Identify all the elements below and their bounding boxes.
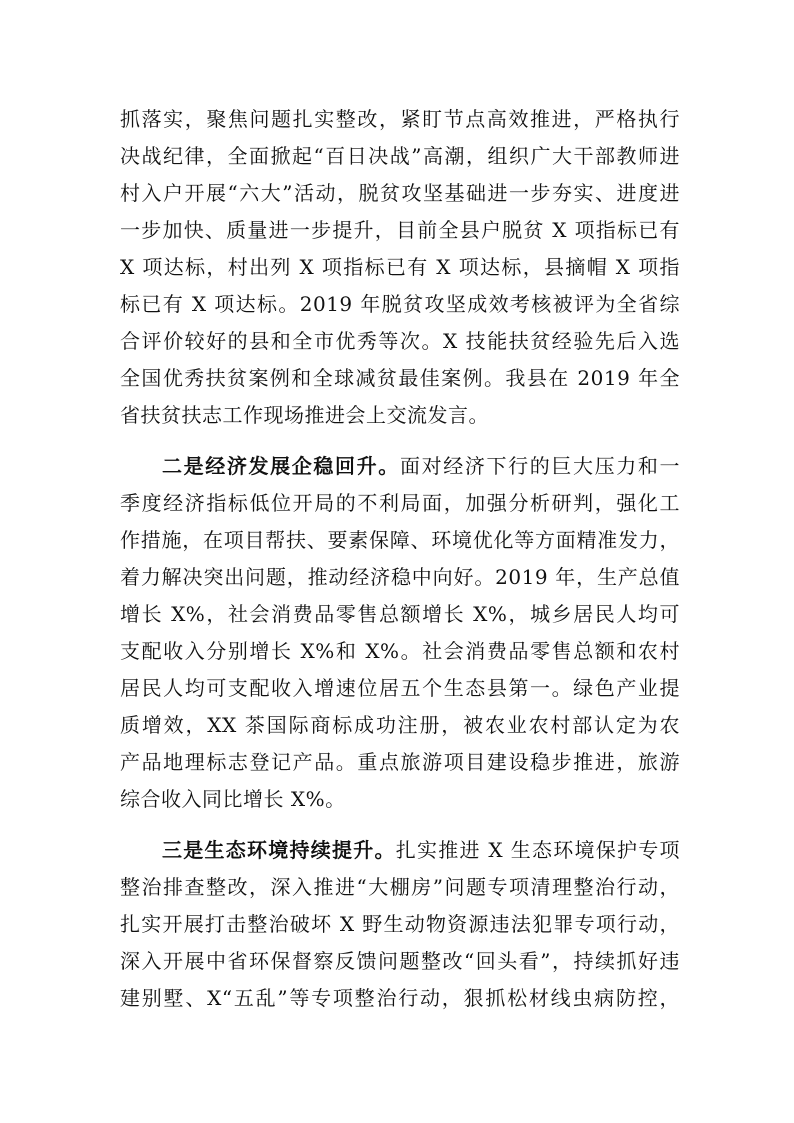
- paragraph-first-line-text: 扎实推进 X 生态环境保护专项: [395, 838, 681, 862]
- text-line: 综合收入同比增长 X%。: [120, 787, 346, 811]
- text-line: 合评价较好的县和全市优秀等次。X 技能扶贫经验先后入选: [120, 329, 680, 353]
- text-line: 居民人均可支配收入增速位居五个生态县第一。绿色产业提: [120, 676, 680, 700]
- text-line: 作措施，在项目帮扶、要素保障、环境优化等方面精准发力，: [120, 528, 680, 552]
- text-line: 省扶贫扶志工作现场推进会上交流发言。: [120, 403, 489, 427]
- text-line: 决战纪律，全面掀起“百日决战”高潮，组织广大干部教师进: [120, 144, 680, 168]
- text-line: 整治排查整改，深入推进“大棚房”问题专项清理整治行动，: [120, 875, 680, 899]
- text-line: 全国优秀扶贫案例和全球减贫最佳案例。我县在 2019 年全: [120, 366, 680, 390]
- text-line: 抓落实，聚焦问题扎实整改，紧盯节点高效推进，严格执行: [120, 107, 680, 131]
- text-line: 建别墅、X“五乱”等专项整治行动，狠抓松材线虫病防控，: [120, 986, 680, 1010]
- text-line: 村入户开展“六大”活动，脱贫攻坚基础进一步夯实、进度进: [120, 181, 680, 205]
- text-line: 季度经济指标低位开局的不利局面，加强分析研判，强化工: [120, 491, 680, 515]
- paragraph-first-line: [162, 448, 680, 484]
- text-line: X 项达标，村出列 X 项指标已有 X 项达标，县摘帽 X 项指: [120, 255, 680, 279]
- text-line: 一步加快、质量进一步提升，目前全县户脱贫 X 项指标已有: [120, 218, 680, 242]
- text-line: 产品地理标志登记产品。重点旅游项目建设稳步推进，旅游: [120, 750, 680, 774]
- paragraph-first-line-text: 面对经济下行的巨大压力和一: [399, 454, 681, 478]
- text-line: 扎实开展打击整治破坏 X 野生动物资源违法犯罪专项行动，: [120, 912, 680, 936]
- text-line: 标已有 X 项达标。2019 年脱贫攻坚成效考核被评为全省综: [120, 292, 680, 316]
- paragraph-lead: 二是经济发展企稳回升。: [162, 454, 400, 478]
- paragraph-lead: 三是生态环境持续提升。: [162, 838, 396, 862]
- text-line: 深入开展中省环保督察反馈问题整改“回头看”，持续抓好违: [120, 949, 680, 973]
- text-line: 着力解决突出问题，推动经济稳中向好。2019 年，生产总值: [120, 565, 680, 589]
- text-line: 支配收入分别增长 X%和 X%。社会消费品零售总额和农村: [120, 639, 680, 663]
- text-line: 增长 X%，社会消费品零售总额增长 X%，城乡居民人均可: [120, 602, 680, 626]
- paragraph-first-line: [162, 832, 680, 868]
- text-line: 质增效，XX 茶国际商标成功注册，被农业农村部认定为农: [120, 713, 680, 737]
